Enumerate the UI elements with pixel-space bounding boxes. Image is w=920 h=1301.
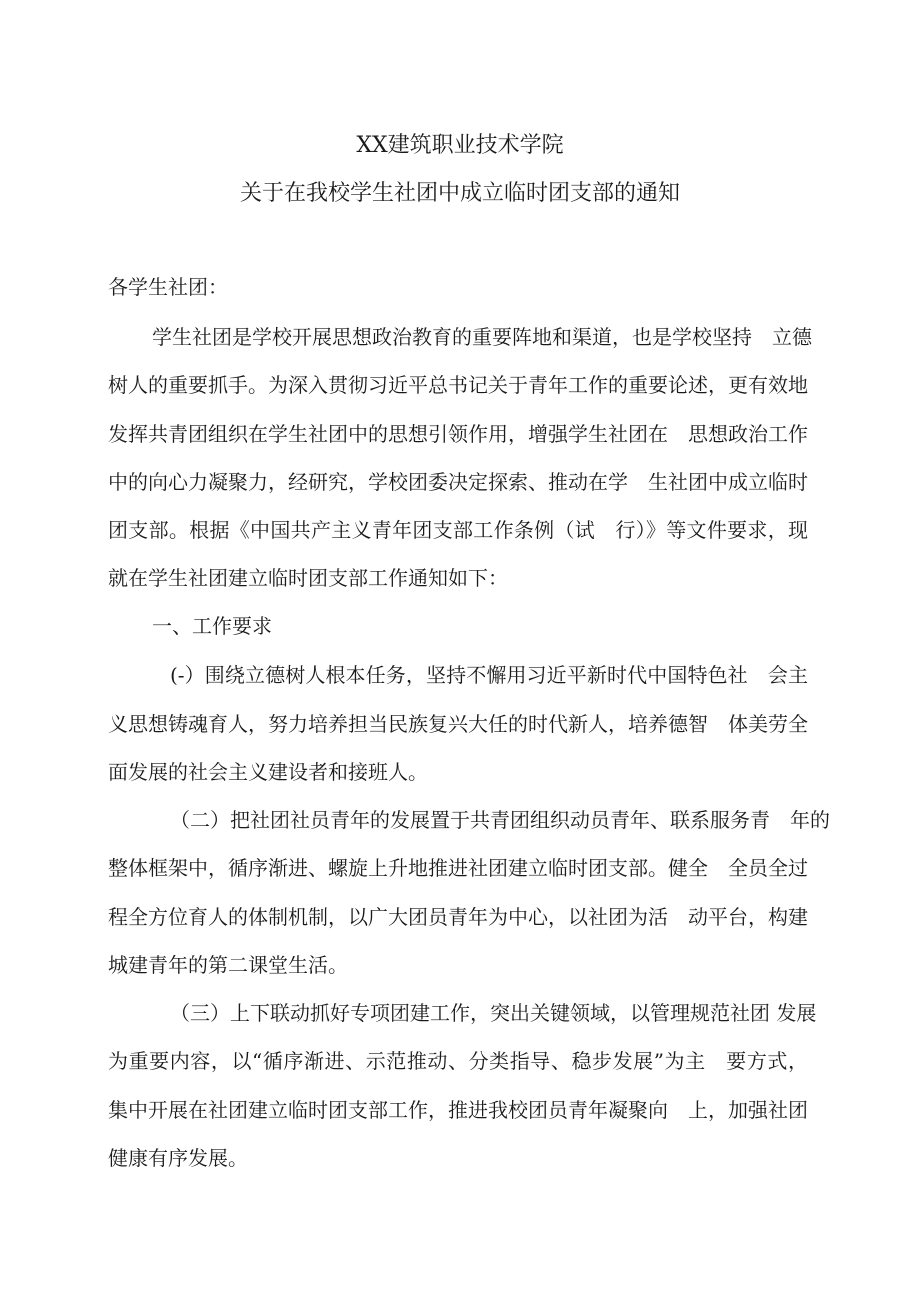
salutation: 各学生社团： (108, 275, 228, 299)
intro-line: 团支部。根据《中国共产主义青年团支部工作条例（试 行）》等文件要求，现 (108, 518, 808, 542)
intro-line: 学生社团是学校开展思想政治教育的重要阵地和渠道，也是学校坚持 立德 (152, 325, 812, 349)
intro-line: 发挥共青团组织在学生社团中的思想引领作用，增强学生社团在 思想政治工作 (108, 422, 808, 446)
item2-line: 城建青年的第二课堂生活。 (108, 953, 348, 977)
item3-line: （三）上下联动抓好专项团建工作，突出关键领域，以管理规范社团 发展 (170, 1001, 817, 1025)
intro-line: 就在学生社团建立临时团支部工作通知如下： (108, 566, 508, 590)
section-heading: 一、工作要求 (152, 614, 272, 638)
intro-line: 中的向心力凝聚力，经研究，学校团委决定探索、推动在学 生社团中成立临时 (108, 470, 808, 494)
school-name-title: XX建筑职业技术学院 (356, 133, 564, 158)
item1-line: 义思想铸魂育人，努力培养担当民族复兴大任的时代新人，培养德智 体美劳全 (108, 712, 808, 736)
item1-line: (-）围绕立德树人根本任务，坚持不懈用习近平新时代中国特色社 会主 (170, 663, 808, 687)
item2-line: （二）把社团社员青年的发展置于共青团组织动员青年、联系服务青 年的 (170, 808, 830, 832)
item3-line: 为重要内容，以“循序渐进、示范推动、分类指导、稳步发展”为主 要方式， (108, 1049, 808, 1073)
item3-line: 健康有序发展。 (108, 1146, 248, 1170)
item3-line: 集中开展在社团建立临时团支部工作，推进我校团员青年凝聚向 上，加强社团 (108, 1098, 808, 1122)
item2-line: 程全方位育人的体制机制，以广大团员青年为中心，以社团为活 动平台，构建 (108, 905, 808, 929)
intro-line: 树人的重要抓手。为深入贯彻习近平总书记关于青年工作的重要论述，更有效地 (108, 373, 808, 397)
item2-line: 整体框架中，循序渐进、螺旋上升地推进社团建立临时团支部。健全 全员全过 (108, 856, 808, 880)
notice-title: 关于在我校学生社团中成立临时团支部的通知 (239, 181, 680, 206)
item1-line: 面发展的社会主义建设者和接班人。 (108, 760, 428, 784)
